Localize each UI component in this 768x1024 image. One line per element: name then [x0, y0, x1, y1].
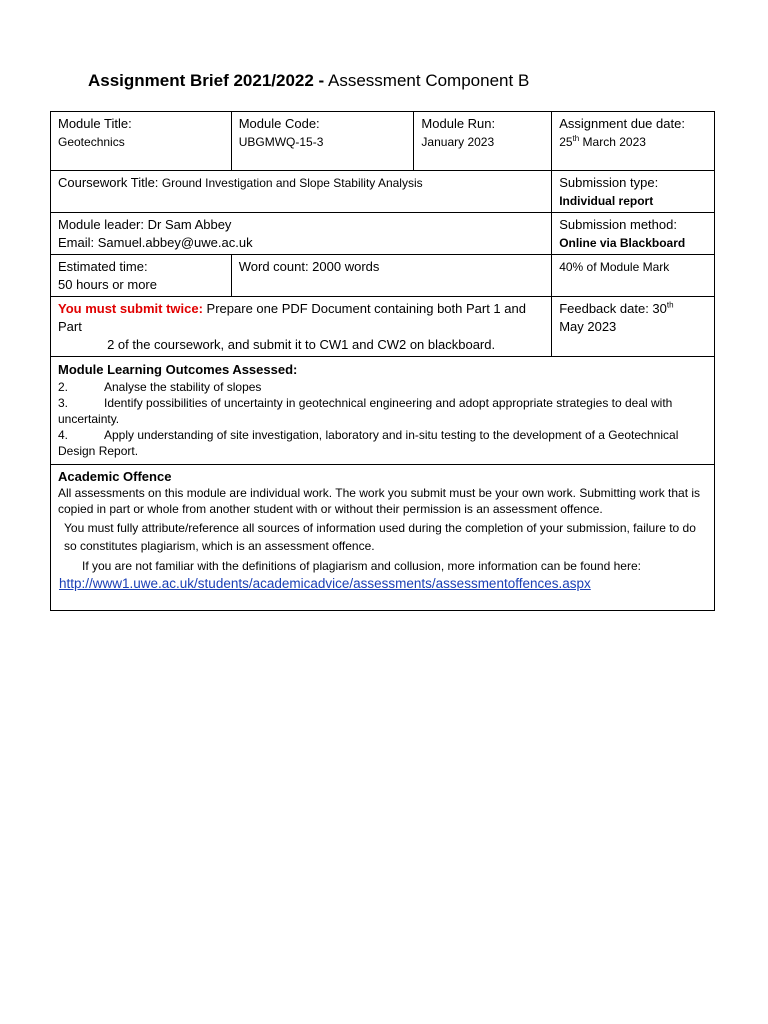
outcome-number: 2.	[58, 380, 69, 394]
academic-offence-para3: If you are not familiar with the definitions of plagiarism and collusion, more information can be found here:	[82, 559, 641, 573]
academic-offence-cell	[51, 465, 715, 611]
title-rest: Assessment Component B	[328, 71, 530, 90]
coursework-row	[51, 171, 715, 213]
outcome-text: Analyse the stability of slopes	[104, 380, 262, 394]
feedback-date-value: May 2023	[559, 319, 617, 334]
academic-offence-row	[51, 465, 715, 611]
module-code-cell	[231, 112, 414, 171]
module-leader-row	[51, 213, 715, 255]
submit-instructions-line2: 2 of the coursework, and submit it to CW1 and CW2 on blackboard.	[107, 337, 496, 352]
module-title-value: Geotechnics	[58, 135, 125, 149]
module-weight-cell	[552, 255, 715, 297]
submit-twice-warning: You must submit twice:	[58, 301, 203, 316]
list-item	[58, 427, 707, 459]
submit-instructions-text1: Prepare one PDF Document containing both Part 1 and Part	[58, 301, 526, 334]
coursework-title-value: Ground Investigation and Slope Stability Analysis	[161, 176, 423, 190]
estimated-time-cell	[51, 255, 232, 297]
estimated-time-row	[51, 255, 715, 297]
list-item	[58, 395, 707, 427]
coursework-title-cell	[51, 171, 552, 213]
module-run-value: January 2023	[421, 135, 495, 149]
submit-instructions-line1	[58, 300, 544, 336]
module-code-value: UBGMWQ-15-3	[238, 135, 324, 149]
list-item	[58, 379, 707, 395]
module-info-row	[51, 112, 715, 171]
module-leader-cell	[51, 213, 552, 255]
assessment-offences-link[interactable]: http://www1.uwe.ac.uk/students/academicadvice/assessments/assessmentoffences.aspx	[59, 576, 591, 591]
module-title-label: Module Title:	[58, 116, 132, 131]
submission-method-cell	[552, 213, 715, 255]
estimated-time-value: 50 hours or more	[58, 277, 157, 292]
feedback-date-label: Feedback date: 30th	[559, 300, 674, 316]
title-bold: Assignment Brief 2021/2022 -	[88, 71, 325, 90]
submission-type-label: Submission type:	[559, 175, 659, 190]
submission-type-cell	[552, 171, 715, 213]
module-weight-value: 40% of Module Mark	[559, 260, 670, 274]
academic-offence-para1: All assessments on this module are individual work. The work you submit must be your own work. Submitting work that is copied in part or whole from another student with or without their permission is an assessment offence.	[58, 486, 701, 516]
estimated-time-label: Estimated time:	[58, 259, 148, 274]
outcome-text: Apply understanding of site investigation, laboratory and in-situ testing to the development of a Geotechnical Design Report.	[58, 428, 679, 458]
assessment-offences-link-row	[58, 576, 707, 592]
academic-offence-para2: You must fully attribute/reference all sources of information used during the completion of your submission, failure to do so constitutes plagiarism, which is an assessment offence.	[64, 521, 696, 553]
submit-twice-row	[51, 297, 715, 357]
outcome-number: 3.	[58, 396, 69, 410]
learning-outcomes-row	[51, 357, 715, 465]
due-date-label: Assignment due date:	[559, 116, 685, 131]
module-code-label: Module Code:	[238, 116, 320, 131]
module-run-label: Module Run:	[421, 116, 496, 131]
coursework-title-label: Coursework Title:	[58, 175, 159, 190]
module-run-cell	[414, 112, 552, 171]
feedback-date-cell	[552, 297, 715, 357]
submission-type-value: Individual report	[559, 194, 654, 208]
learning-outcomes-heading: Module Learning Outcomes Assessed:	[58, 362, 298, 377]
outcome-text: Identify possibilities of uncertainty in geotechnical engineering and adopt appropriate strategies to deal with uncertainty.	[58, 396, 673, 426]
module-title-cell	[51, 112, 232, 171]
submit-instructions-cell	[51, 297, 552, 357]
learning-outcomes-cell	[51, 357, 715, 465]
word-count-cell	[231, 255, 551, 297]
outcome-number: 4.	[58, 428, 69, 442]
due-date-value: 25th March 2023	[559, 134, 646, 149]
due-date-cell	[552, 112, 715, 171]
module-leader-email: Email: Samuel.abbey@uwe.ac.uk	[58, 235, 253, 250]
module-leader-name: Module leader: Dr Sam Abbey	[58, 217, 232, 232]
submission-method-label: Submission method:	[559, 217, 677, 232]
assignment-brief-table	[50, 111, 715, 611]
academic-offence-heading: Academic Offence	[58, 469, 172, 484]
page-title	[88, 71, 529, 91]
word-count-value: Word count: 2000 words	[238, 259, 380, 274]
submission-method-value: Online via Blackboard	[559, 236, 686, 250]
